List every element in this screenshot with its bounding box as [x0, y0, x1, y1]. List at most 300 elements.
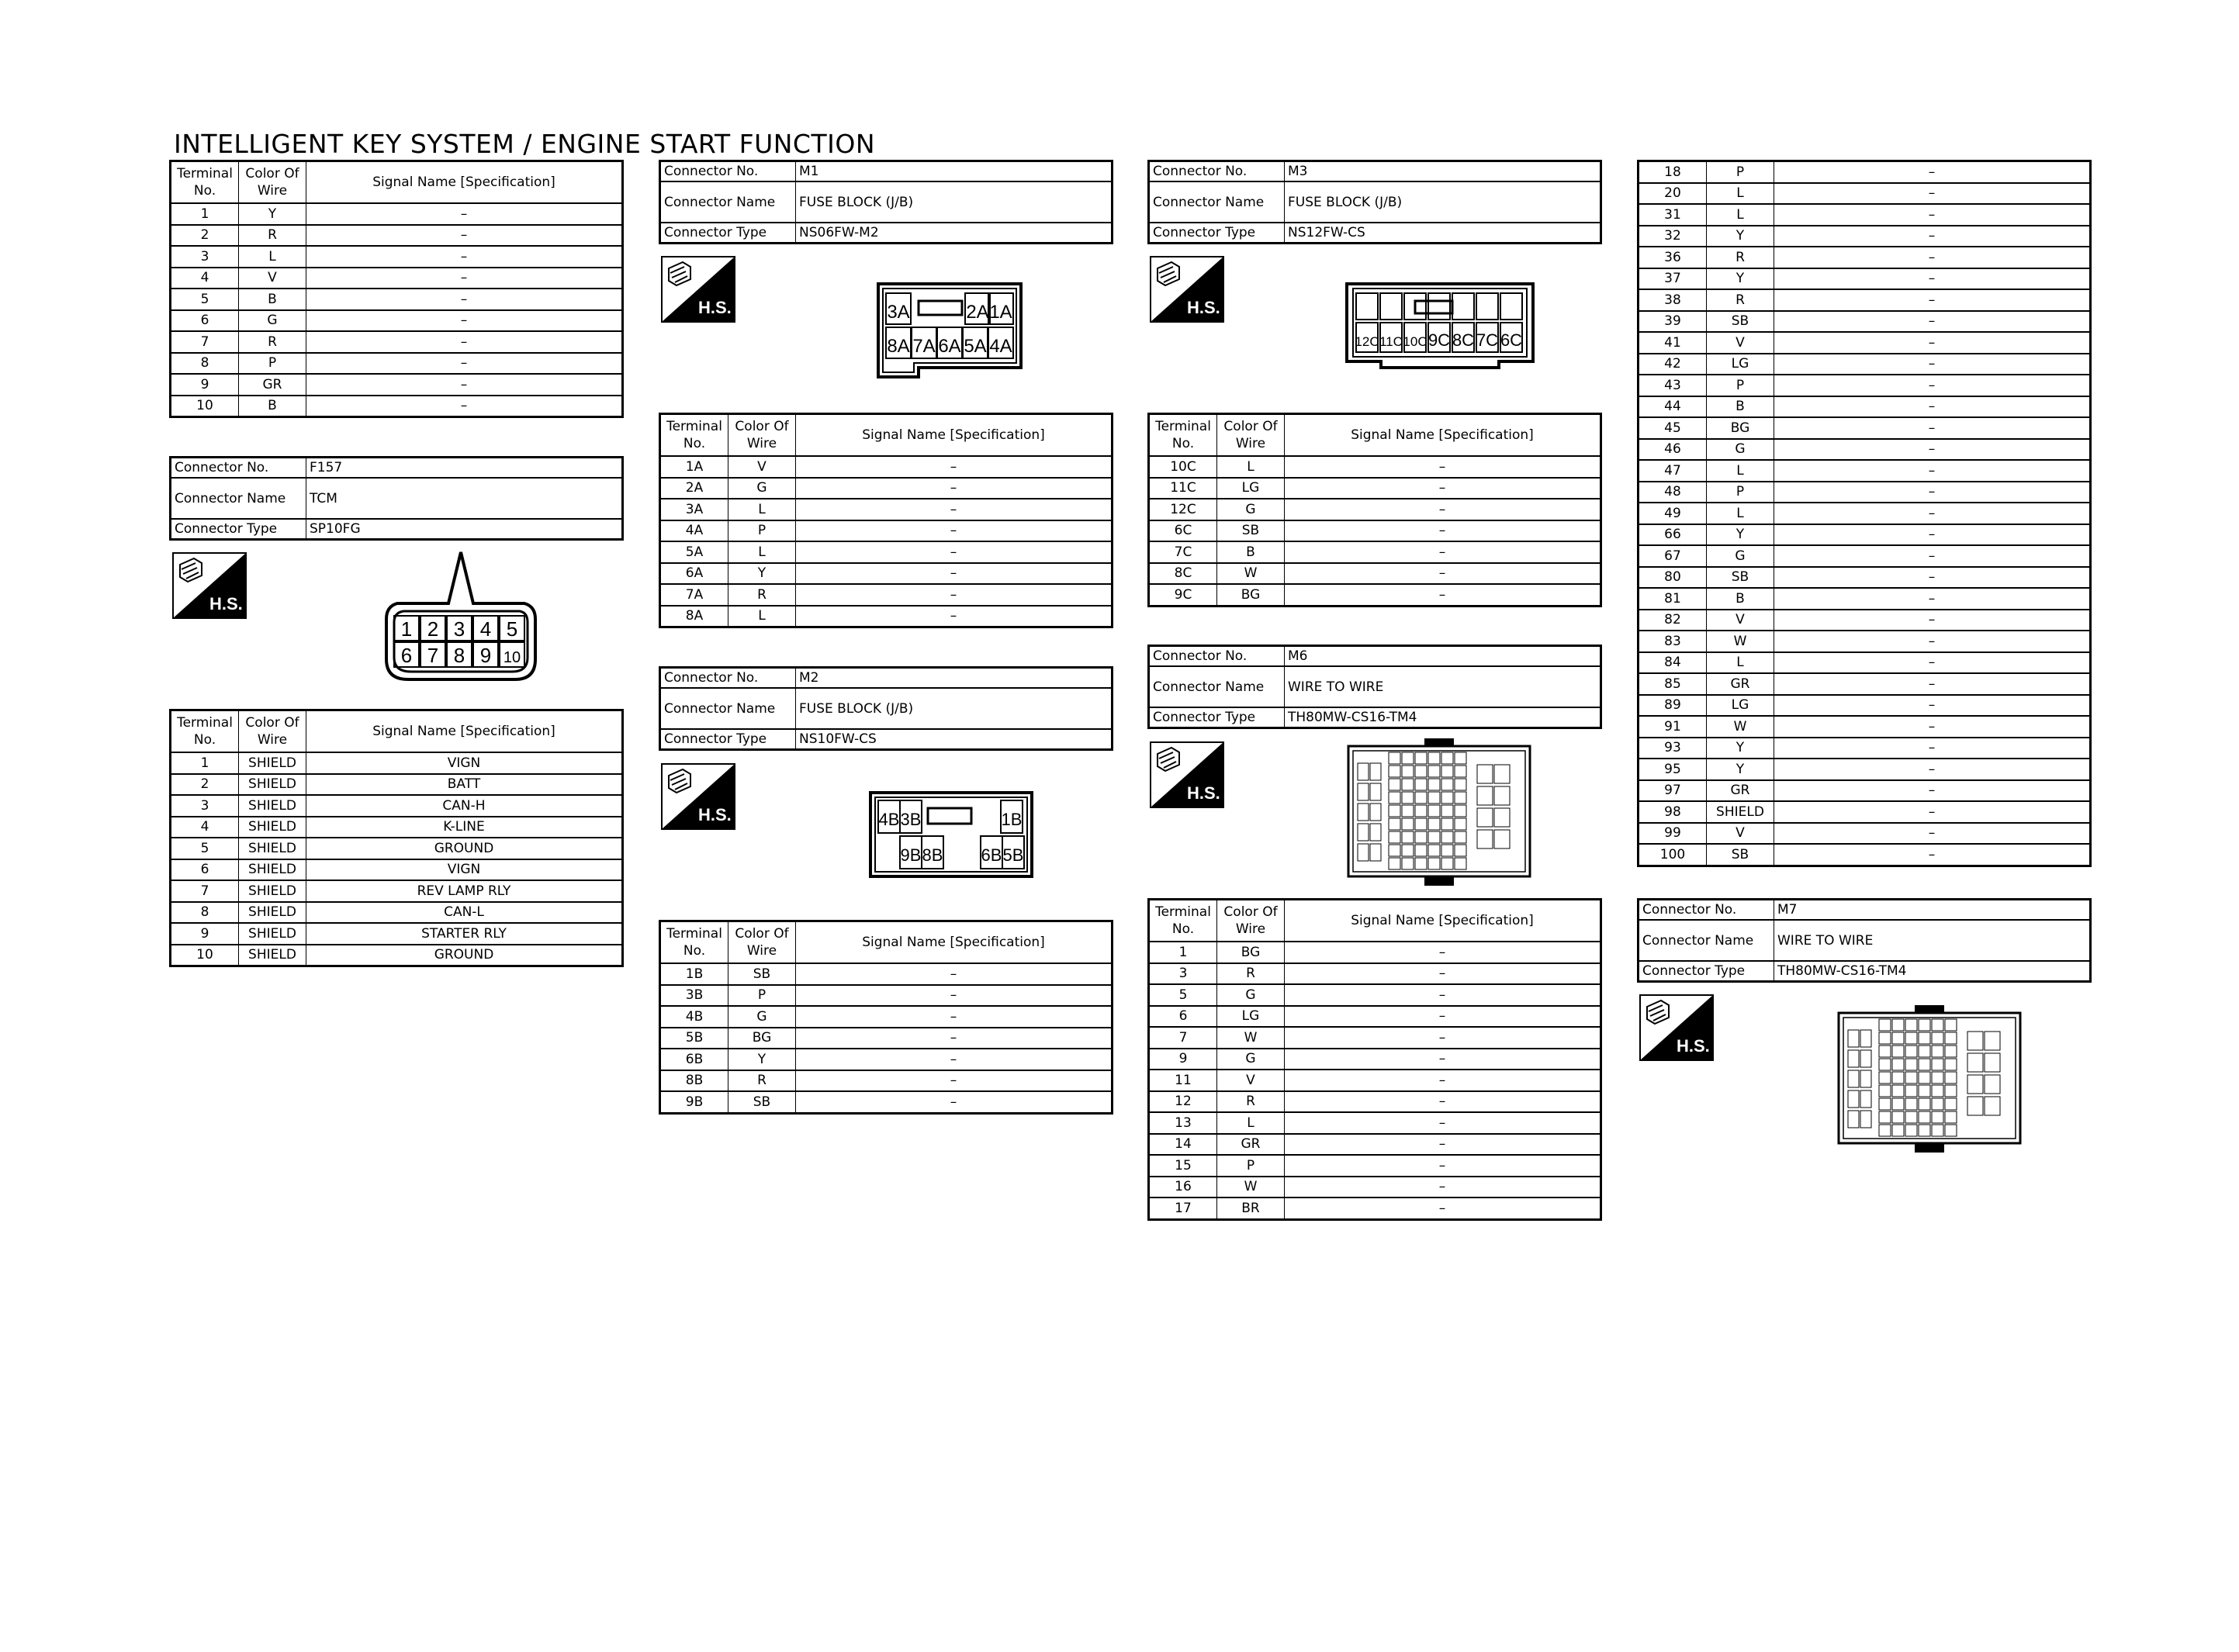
table-row [660, 1028, 1113, 1049]
signal-name: – [1774, 375, 2091, 396]
signal-name: – [1774, 610, 2091, 631]
wire-color: GR [1707, 673, 1774, 695]
connector-name-value: TCM [306, 478, 623, 519]
wire-color: L [728, 606, 796, 627]
signal-name: – [306, 331, 623, 353]
connector-info-m1 [659, 160, 1113, 244]
terminal-no-header: Terminal No. [171, 161, 239, 204]
table-row [1639, 226, 2091, 247]
pin-label: 7C [1476, 330, 1499, 350]
signal-name-header: Signal Name [Specification] [796, 921, 1113, 964]
signal-name: – [1285, 984, 1601, 1006]
connector-type-row [1639, 961, 2091, 982]
connector-diagram-f157 [380, 546, 543, 686]
pin-label: 9 [479, 644, 492, 667]
table-row [171, 246, 623, 268]
signal-name: – [1285, 563, 1601, 585]
table-row [1639, 823, 2091, 845]
table-row [171, 752, 623, 774]
terminal-no: 1 [171, 203, 239, 225]
signal-name: – [1774, 567, 2091, 589]
table-row [1149, 1134, 1601, 1156]
wire-color-header: Color Of Wire [728, 414, 796, 457]
wire-color-header: Color Of Wire [1217, 414, 1285, 457]
wire-color: SB [728, 1091, 796, 1113]
terminal-no: 4A [660, 520, 728, 542]
signal-name: – [1774, 588, 2091, 610]
wire-color: W [1217, 563, 1285, 585]
terminal-no: 41 [1639, 332, 1707, 354]
connector-info-m6 [1147, 645, 1602, 729]
terminal-no: 3 [171, 246, 239, 268]
wire-color: P [1217, 1155, 1285, 1177]
connector-name-row [1639, 920, 2091, 961]
terminal-no: 3 [171, 795, 239, 817]
signal-name: – [1774, 460, 2091, 482]
signal-name: – [1774, 161, 2091, 183]
connector-type-value: NS12FW-CS [1285, 223, 1601, 244]
signal-name: – [1285, 963, 1601, 985]
table-row [171, 353, 623, 375]
table-row [1149, 1177, 1601, 1198]
terminal-no: 1B [660, 963, 728, 985]
table-row [1149, 1027, 1601, 1049]
signal-name: – [306, 268, 623, 289]
terminal-no: 81 [1639, 588, 1707, 610]
table-row [171, 396, 623, 417]
signal-name: CAN-H [306, 795, 623, 817]
signal-name: – [1774, 780, 2091, 802]
pin-label: 1 [400, 617, 413, 641]
table-row [1149, 1198, 1601, 1219]
terminal-no: 9C [1149, 584, 1217, 606]
wire-color: G [728, 478, 796, 499]
table-row [660, 1070, 1113, 1092]
terminal-no-header: Terminal No. [660, 921, 728, 964]
terminal-no: 3A [660, 499, 728, 520]
table-row [1639, 738, 2091, 759]
terminal-no: 20 [1639, 183, 1707, 205]
wire-color: R [239, 331, 306, 353]
connector-no-value: M7 [1774, 900, 2091, 921]
signal-name: CAN-L [306, 902, 623, 924]
wire-color: P [1707, 161, 1774, 183]
wire-color: G [1217, 499, 1285, 520]
terminal-no: 98 [1639, 801, 1707, 823]
page-title: INTELLIGENT KEY SYSTEM / ENGINE START FUNCTION [174, 129, 876, 159]
terminal-no: 83 [1639, 631, 1707, 652]
table-header-row [660, 921, 1113, 964]
wire-color: P [728, 985, 796, 1007]
connector-name-value: WIRE TO WIRE [1285, 666, 1601, 707]
wire-color: SB [728, 963, 796, 985]
signal-name: GROUND [306, 945, 623, 966]
connector-diagram-m6 [1347, 737, 1531, 889]
pin-label: 11C [1379, 334, 1403, 349]
signal-name: – [1774, 396, 2091, 418]
terminal-no: 91 [1639, 716, 1707, 738]
terminal-no: 6B [660, 1049, 728, 1070]
wire-color: SHIELD [239, 752, 306, 774]
terminal-no: 89 [1639, 695, 1707, 717]
pin-label: 9B [900, 845, 922, 865]
connector-type-label: Connector Type [1149, 223, 1285, 244]
wire-color: R [1707, 289, 1774, 311]
connector-info-f157 [169, 456, 624, 541]
pin-label: 1A [989, 302, 1012, 323]
connector-no-label: Connector No. [1149, 161, 1285, 182]
signal-name-header: Signal Name [Specification] [1285, 414, 1601, 457]
table-row [1639, 631, 2091, 652]
hs-label: H.S. [209, 594, 243, 613]
table-row [660, 1006, 1113, 1028]
terminal-no: 37 [1639, 268, 1707, 290]
connector-diagram-m2 [867, 790, 1035, 880]
table-row [660, 584, 1113, 606]
wire-color: Y [239, 203, 306, 225]
terminal-no: 5A [660, 541, 728, 563]
signal-name: – [1774, 439, 2091, 461]
terminal-no: 5 [1149, 984, 1217, 1006]
pin-label: 8 [453, 644, 465, 667]
terminal-no: 8C [1149, 563, 1217, 585]
table-row [1149, 478, 1601, 499]
connector-name-value: FUSE BLOCK (J/B) [796, 181, 1113, 223]
table-row [660, 985, 1113, 1007]
pin-label: 5B [1002, 845, 1024, 865]
pin-label: 3B [900, 810, 922, 829]
connector-no-label: Connector No. [171, 458, 306, 479]
wire-color: SHIELD [239, 923, 306, 945]
terminal-no: 9 [171, 374, 239, 396]
connector-type-row [660, 223, 1113, 244]
wire-color: SHIELD [239, 774, 306, 796]
connector-type-label: Connector Type [660, 223, 796, 244]
terminal-no: 13 [1149, 1112, 1217, 1134]
signal-name: – [1774, 268, 2091, 290]
signal-name: VIGN [306, 859, 623, 881]
table-row [1639, 844, 2091, 866]
signal-name: – [1774, 716, 2091, 738]
table-row [1149, 942, 1601, 963]
signal-name: – [1774, 844, 2091, 866]
wire-color: V [728, 456, 796, 478]
signal-name: – [796, 1070, 1113, 1092]
signal-name: – [306, 353, 623, 375]
signal-name: – [796, 985, 1113, 1007]
signal-name: – [1774, 354, 2091, 375]
wire-color: R [1707, 247, 1774, 268]
table-row [171, 817, 623, 838]
table-row [660, 541, 1113, 563]
connector-no-row [1149, 646, 1601, 667]
wire-color: SHIELD [239, 838, 306, 859]
terminal-no: 42 [1639, 354, 1707, 375]
wire-color: Y [1707, 268, 1774, 290]
terminal-no: 31 [1639, 204, 1707, 226]
signal-name: – [1285, 1091, 1601, 1113]
wire-color: GR [239, 374, 306, 396]
signal-name: – [1774, 247, 2091, 268]
wire-color: SHIELD [239, 945, 306, 966]
connector-type-row [1149, 707, 1601, 728]
wire-color: Y [1707, 226, 1774, 247]
wire-color: G [728, 1006, 796, 1028]
signal-name: – [1285, 1134, 1601, 1156]
terminal-no-header: Terminal No. [660, 414, 728, 457]
connector-name-row [660, 688, 1113, 729]
terminal-no: 2 [171, 225, 239, 247]
wire-color: L [239, 246, 306, 268]
signal-name: – [1285, 1155, 1601, 1177]
table-row [1639, 545, 2091, 567]
wire-color: Y [728, 1049, 796, 1070]
wire-color: BG [1217, 942, 1285, 963]
wire-color: L [1707, 460, 1774, 482]
signal-name: – [796, 1028, 1113, 1049]
pin-label: 2A [966, 302, 989, 323]
harness-side-icon [1150, 256, 1224, 323]
connector-type-label: Connector Type [1639, 961, 1774, 982]
pin-label: 5A [964, 336, 987, 357]
table-row [660, 563, 1113, 585]
hs-label: H.S. [698, 298, 732, 317]
terminal-table-m1 [659, 413, 1113, 628]
wire-color: L [1707, 503, 1774, 524]
terminal-no: 8 [171, 353, 239, 375]
pin-label: 8B [922, 845, 943, 865]
table-row [1639, 759, 2091, 780]
connector-type-row [171, 519, 623, 540]
terminal-no: 5 [171, 289, 239, 310]
connector-name-value: FUSE BLOCK (J/B) [1285, 181, 1601, 223]
pin-label: 2 [427, 617, 439, 641]
terminal-no: 6C [1149, 520, 1217, 542]
table-row [171, 923, 623, 945]
harness-side-icon [1639, 994, 1714, 1061]
signal-name: – [1774, 311, 2091, 333]
wire-color: P [239, 353, 306, 375]
connector-type-label: Connector Type [171, 519, 306, 540]
signal-name: – [1774, 738, 2091, 759]
terminal-no: 95 [1639, 759, 1707, 780]
terminal-no: 6 [171, 859, 239, 881]
signal-name: – [796, 584, 1113, 606]
wire-color: Y [1707, 738, 1774, 759]
terminal-no: 8B [660, 1070, 728, 1092]
terminal-no: 39 [1639, 311, 1707, 333]
wire-color: P [1707, 375, 1774, 396]
table-row [1639, 801, 2091, 823]
wire-color: SB [1707, 311, 1774, 333]
wire-color: G [1217, 984, 1285, 1006]
terminal-no: 3B [660, 985, 728, 1007]
terminal-no: 1 [171, 752, 239, 774]
pin-label: 10 [503, 649, 521, 666]
wire-color: B [239, 396, 306, 417]
connector-no-row [1149, 161, 1601, 182]
terminal-no: 45 [1639, 417, 1707, 439]
table-row [171, 268, 623, 289]
table-row [171, 203, 623, 225]
table-row [1149, 520, 1601, 542]
connector-no-value: M1 [796, 161, 1113, 182]
terminal-no: 5 [171, 838, 239, 859]
wire-color: BG [1217, 584, 1285, 606]
wire-color: P [728, 520, 796, 542]
signal-name: – [1285, 942, 1601, 963]
signal-name: STARTER RLY [306, 923, 623, 945]
terminal-no-header: Terminal No. [1149, 414, 1217, 457]
signal-name: – [1774, 226, 2091, 247]
pin-label: 9C [1427, 330, 1451, 350]
signal-name: – [1774, 183, 2091, 205]
pin-label: 7 [427, 644, 439, 667]
table-row [171, 859, 623, 881]
table-row [1639, 183, 2091, 205]
wire-color-header: Color Of Wire [239, 161, 306, 204]
table-row [1639, 588, 2091, 610]
hs-label: H.S. [1187, 298, 1220, 317]
terminal-no: 11C [1149, 478, 1217, 499]
table-row [1639, 610, 2091, 631]
signal-name: – [306, 203, 623, 225]
connector-name-row [1149, 666, 1601, 707]
wire-color: R [1217, 1091, 1285, 1113]
wire-color: W [1217, 1027, 1285, 1049]
terminal-no: 84 [1639, 652, 1707, 674]
connector-type-row [1149, 223, 1601, 244]
table-row [660, 456, 1113, 478]
terminal-table-f157 [169, 709, 624, 967]
table-row [660, 478, 1113, 499]
terminal-no: 6 [1149, 1006, 1217, 1028]
signal-name: BATT [306, 774, 623, 796]
terminal-no: 18 [1639, 161, 1707, 183]
wire-color: SHIELD [239, 817, 306, 838]
connector-type-value: SP10FG [306, 519, 623, 540]
signal-name: – [796, 606, 1113, 627]
table-row [660, 1091, 1113, 1113]
wire-color: L [1217, 1112, 1285, 1134]
terminal-no: 38 [1639, 289, 1707, 311]
table-row [1149, 984, 1601, 1006]
terminal-no: 1 [1149, 942, 1217, 963]
pin-label: 4A [989, 336, 1012, 357]
table-row [660, 499, 1113, 520]
wire-color: R [728, 1070, 796, 1092]
table-row [1639, 204, 2091, 226]
table-header-row [171, 710, 623, 753]
table-row [1639, 311, 2091, 333]
signal-name: – [1774, 695, 2091, 717]
pin-label: 3 [453, 617, 465, 641]
wire-color-header: Color Of Wire [1217, 900, 1285, 942]
terminal-no: 7A [660, 584, 728, 606]
terminal-no: 1A [660, 456, 728, 478]
terminal-no: 85 [1639, 673, 1707, 695]
signal-name: – [1774, 652, 2091, 674]
table-row [171, 310, 623, 332]
connector-type-label: Connector Type [1149, 707, 1285, 728]
connector-no-label: Connector No. [660, 161, 796, 182]
table-row [1149, 963, 1601, 985]
terminal-no: 3 [1149, 963, 1217, 985]
terminal-no: 99 [1639, 823, 1707, 845]
hs-label: H.S. [698, 805, 732, 824]
terminal-no: 44 [1639, 396, 1707, 418]
terminal-table-m3 [1147, 413, 1602, 607]
terminal-no: 9B [660, 1091, 728, 1113]
terminal-no: 15 [1149, 1155, 1217, 1177]
connector-type-value: NS10FW-CS [796, 729, 1113, 750]
terminal-no: 5B [660, 1028, 728, 1049]
table-row [171, 880, 623, 902]
table-header-row [1149, 414, 1601, 457]
wire-color: B [1707, 396, 1774, 418]
harness-side-icon [172, 552, 247, 619]
terminal-no: 32 [1639, 226, 1707, 247]
table-header-row [171, 161, 623, 204]
table-row [1149, 1155, 1601, 1177]
wire-color-header: Color Of Wire [239, 710, 306, 753]
table-row [1639, 161, 2091, 183]
signal-name: – [306, 374, 623, 396]
table-row [1639, 439, 2091, 461]
signal-name: – [796, 1049, 1113, 1070]
signal-name: – [796, 541, 1113, 563]
pin-label: 4B [878, 810, 900, 829]
table-row [171, 331, 623, 353]
table-row [1149, 456, 1601, 478]
wire-color: L [728, 499, 796, 520]
table-row [1639, 289, 2091, 311]
signal-name: – [306, 310, 623, 332]
signal-name: – [1774, 801, 2091, 823]
terminal-no: 7C [1149, 541, 1217, 563]
connector-no-label: Connector No. [1639, 900, 1774, 921]
pin-label: 7A [912, 336, 936, 357]
pin-label: 6C [1500, 330, 1523, 350]
connector-name-label: Connector Name [660, 181, 796, 223]
terminal-no: 6 [171, 310, 239, 332]
connector-name-label: Connector Name [171, 478, 306, 519]
wire-color: SB [1217, 520, 1285, 542]
wire-color: SHIELD [239, 859, 306, 881]
wire-color: SHIELD [239, 902, 306, 924]
connector-name-label: Connector Name [1639, 920, 1774, 961]
connector-name-label: Connector Name [1149, 666, 1285, 707]
terminal-table-m6 [1147, 898, 1602, 1221]
wire-color: L [1707, 183, 1774, 205]
connector-name-label: Connector Name [1149, 181, 1285, 223]
table-row [1149, 541, 1601, 563]
terminal-no: 7 [171, 331, 239, 353]
connector-no-row [1639, 900, 2091, 921]
terminal-no: 82 [1639, 610, 1707, 631]
signal-name: – [1774, 289, 2091, 311]
table-row [171, 838, 623, 859]
table-row [1149, 1091, 1601, 1113]
wire-color: GR [1707, 780, 1774, 802]
table-row [660, 1049, 1113, 1070]
wire-color-header: Color Of Wire [728, 921, 796, 964]
wire-color: SHIELD [1707, 801, 1774, 823]
table-row [171, 774, 623, 796]
connector-no-value: M2 [796, 668, 1113, 689]
terminal-no: 12C [1149, 499, 1217, 520]
terminal-no: 4B [660, 1006, 728, 1028]
